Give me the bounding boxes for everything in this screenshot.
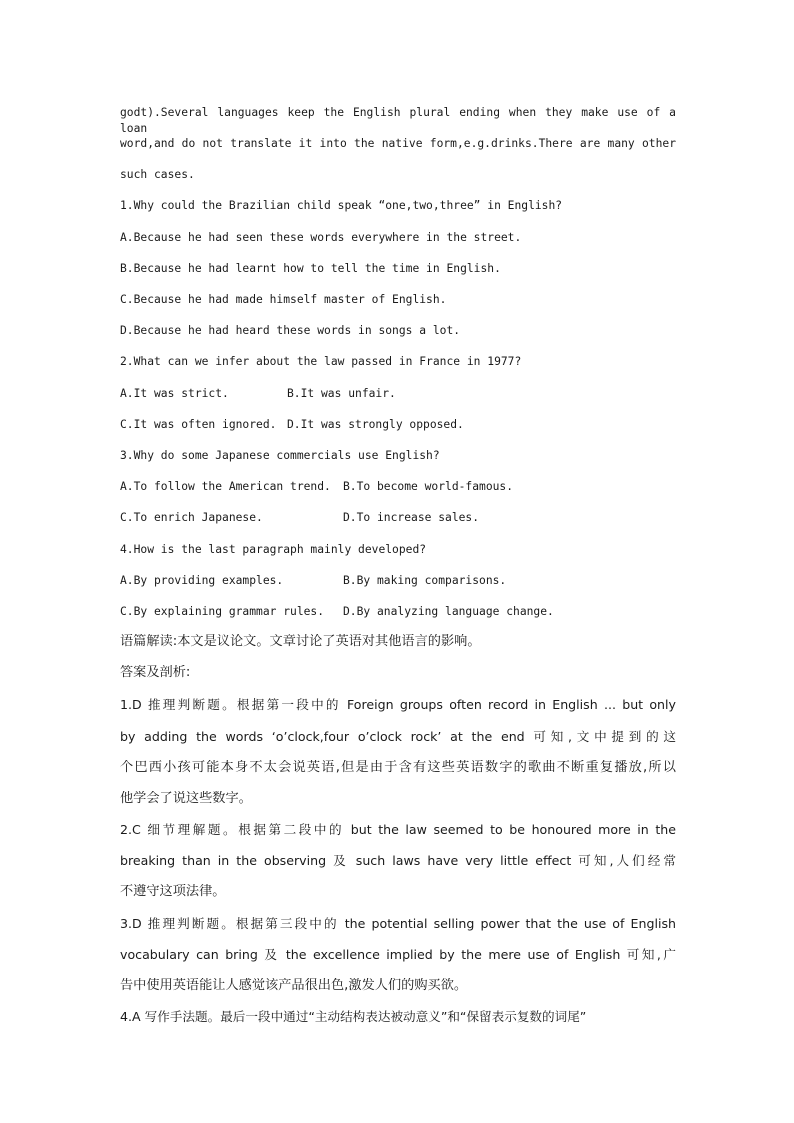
question-stem: 1.Why could the Brazilian child speak “one,two,three” in English?	[120, 199, 563, 212]
question-stem: 4.How is the last paragraph mainly developed?	[120, 543, 427, 556]
answer-option: D.It was strongly opposed.	[287, 418, 464, 431]
answer-option: D.Because he had heard these words in songs a lot.	[120, 324, 461, 337]
answer-option: A.Because he had seen these words everywhere in the street.	[120, 231, 522, 244]
question-stem: 2.What can we infer about the law passed in France in 1977?	[120, 355, 522, 368]
answer-explanation-line: vocabulary can bring 及 the excellence implied by the mere use of English 可知,广	[120, 947, 676, 962]
answer-option: A.By providing examples.	[120, 574, 284, 587]
answer-option: C.It was often ignored.	[120, 418, 277, 431]
answer-explanation-line: 个巴西小孩可能本身不太会说英语,但是由于含有这些英语数字的歌曲不断重复播放,所以	[120, 760, 676, 775]
passage-line: word,and do not translate it into the native form,e.g.drinks.There are many other	[120, 137, 676, 150]
answer-option: C.By explaining grammar rules.	[120, 605, 325, 618]
answer-option: A.It was strict.	[120, 387, 229, 400]
answer-option: B.To become world-famous.	[343, 480, 514, 493]
answer-option: B.Because he had learnt how to tell the time in English.	[120, 262, 501, 275]
answer-explanation-line: 他学会了说这些数字。	[120, 791, 252, 806]
answer-option: A.To follow the American trend.	[120, 480, 331, 493]
answer-option: B.It was unfair.	[287, 387, 396, 400]
answers-heading: 答案及剖析:	[120, 665, 191, 680]
answer-explanation-line: 4.A 写作手法题。最后一段中通过“主动结构表达被动意义”和“保留表示复数的词尾”	[120, 1009, 587, 1024]
answer-option: D.By analyzing language change.	[343, 605, 554, 618]
passage-line: godt).Several languages keep the English plural ending when they make use of a loan	[120, 106, 676, 135]
answer-explanation-line: breaking than in the observing 及 such laws have very little effect 可知,人们经常	[120, 853, 676, 868]
answer-explanation-line: 3.D 推理判断题。根据第三段中的 the potential selling power that the use of English	[120, 916, 676, 931]
reading-note: 语篇解读:本文是议论文。文章讨论了英语对其他语言的影响。	[120, 634, 481, 649]
answer-explanation-line: 2.C 细节理解题。根据第二段中的 but the law seemed to be honoured more in the	[120, 822, 676, 837]
answer-option: C.Because he had made himself master of English.	[120, 293, 447, 306]
question-stem: 3.Why do some Japanese commercials use English?	[120, 449, 440, 462]
answer-explanation-line: 1.D 推理判断题。根据第一段中的 Foreign groups often record in English ... but only	[120, 697, 676, 712]
answer-option: D.To increase sales.	[343, 511, 480, 524]
answer-explanation-line: 告中使用英语能让人感觉该产品很出色,激发人们的购买欲。	[120, 978, 468, 993]
answer-option: B.By making comparisons.	[343, 574, 507, 587]
passage-line: such cases.	[120, 168, 195, 181]
answer-explanation-line: 不遵守这项法律。	[120, 884, 226, 899]
answer-explanation-line: by adding the words ‘o’clock,four o’clock rock’ at the end 可知,文中提到的这	[120, 729, 676, 744]
answer-option: C.To enrich Japanese.	[120, 511, 263, 524]
